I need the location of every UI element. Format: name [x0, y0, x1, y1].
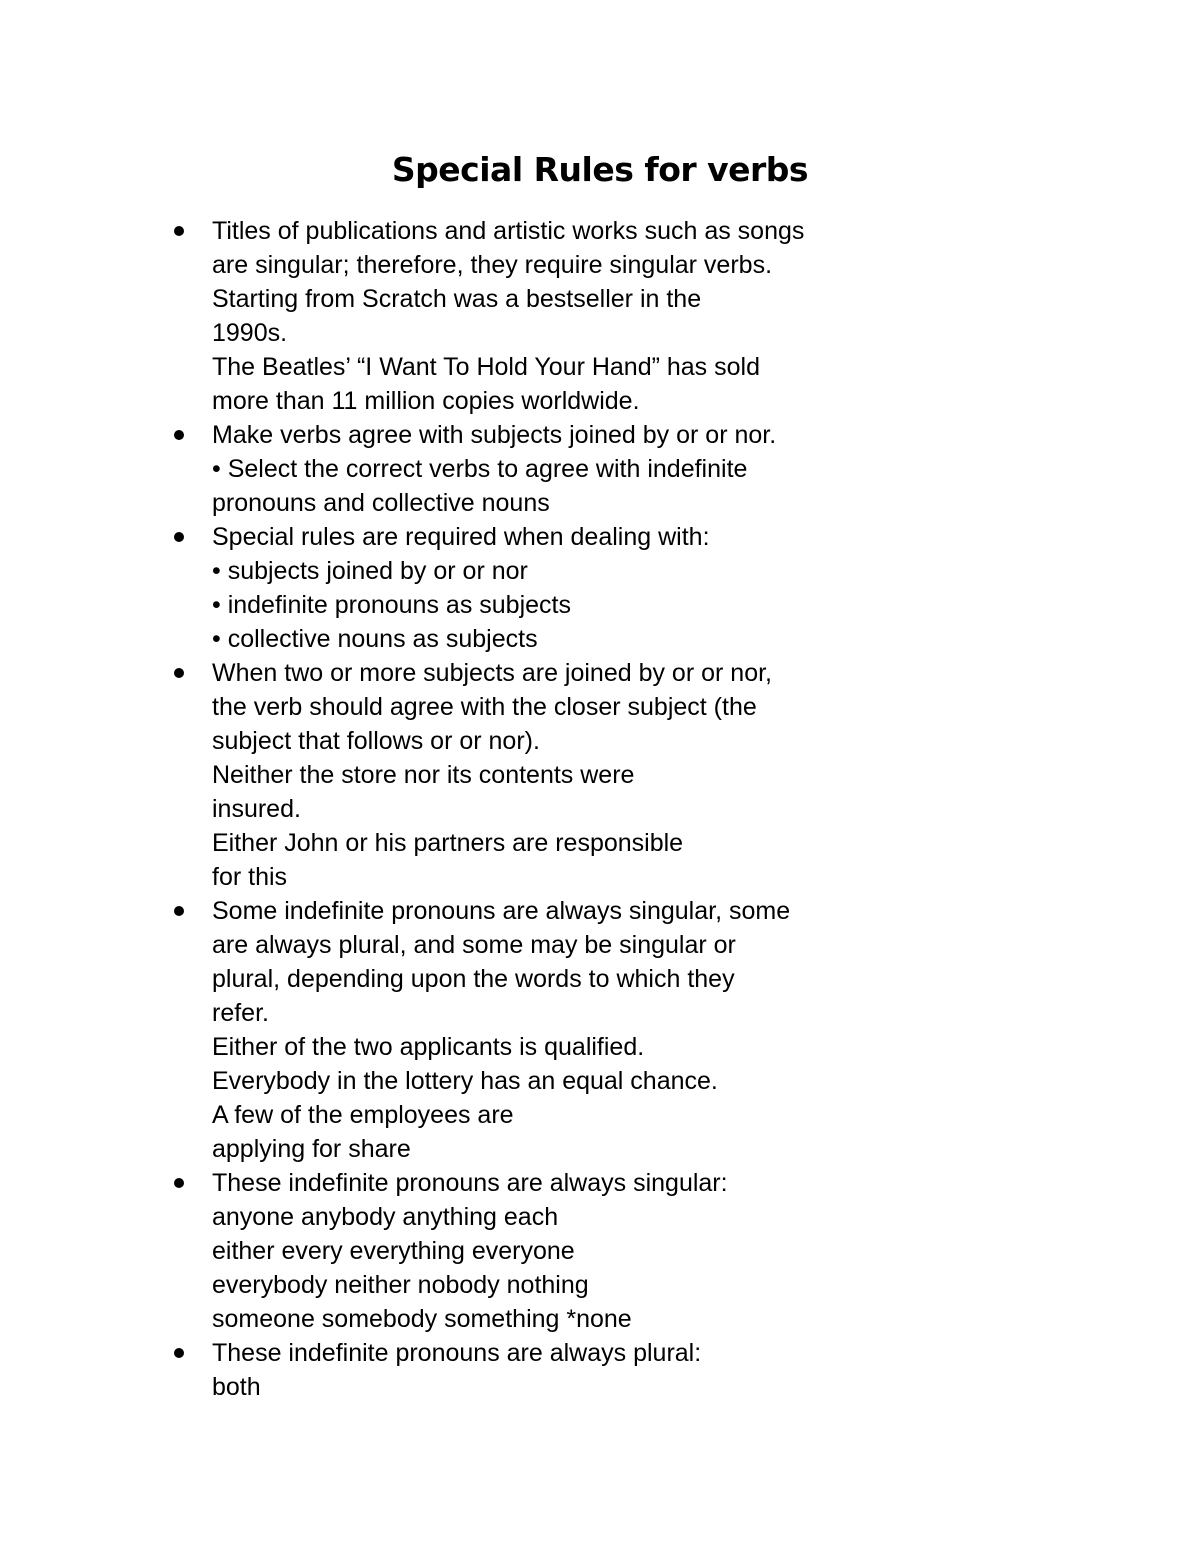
list-item [212, 894, 912, 1166]
bullet-icon [174, 226, 184, 236]
list-item-line: both [212, 1373, 261, 1401]
list-item-line: Titles of publications and artistic works such as songs [212, 217, 805, 245]
list-item-line: These indefinite pronouns are always singular: [212, 1169, 728, 1197]
list-item-line: Either of the two applicants is qualified. [212, 1033, 645, 1061]
bullet-icon [174, 668, 184, 678]
list-item [212, 520, 912, 656]
list-item-line: When two or more subjects are joined by or or nor, [212, 659, 772, 687]
bullet-icon [174, 532, 184, 542]
list-item-line: are singular; therefore, they require singular verbs. [212, 251, 773, 279]
list-item [212, 418, 912, 520]
list-item-line: A few of the employees are [212, 1101, 514, 1129]
list-item-line: more than 11 million copies worldwide. [212, 387, 640, 415]
list-item-line: Either John or his partners are responsible [212, 829, 684, 857]
document-title: Special Rules for verbs [391, 150, 809, 189]
list-item-line: • Select the correct verbs to agree with indefinite [212, 455, 748, 483]
list-item-line: refer. [212, 999, 269, 1027]
list-item-line: • collective nouns as subjects [212, 625, 538, 653]
list-item-line: Everybody in the lottery has an equal chance. [212, 1067, 718, 1095]
list-item-line: insured. [212, 795, 301, 823]
list-item-line: subject that follows or or nor). [212, 727, 540, 755]
list-item-line: everybody neither nobody nothing [212, 1271, 589, 1299]
list-item-line: Some indefinite pronouns are always singular, some [212, 897, 791, 925]
bullet-icon [174, 1348, 184, 1358]
list-item-line: someone somebody something *none [212, 1305, 632, 1333]
list-item-line: plural, depending upon the words to which they [212, 965, 735, 993]
list-item-line: pronouns and collective nouns [212, 489, 550, 517]
list-item-line: Starting from Scratch was a bestseller in the [212, 285, 702, 313]
list-item-line: Neither the store nor its contents were [212, 761, 635, 789]
list-item-line: These indefinite pronouns are always plural: [212, 1339, 702, 1367]
list-item-line: Special rules are required when dealing with: [212, 523, 710, 551]
list-item [212, 1336, 912, 1404]
list-item-line: are always plural, and some may be singular or [212, 931, 736, 959]
bullet-icon [174, 906, 184, 916]
list-item-line: anyone anybody anything each [212, 1203, 559, 1231]
list-item [212, 656, 912, 894]
rules-list [212, 214, 912, 1404]
list-item-line: The Beatles’ “I Want To Hold Your Hand” has sold [212, 353, 760, 381]
bullet-icon [174, 430, 184, 440]
list-item-line: applying for share [212, 1135, 411, 1163]
list-item-line: the verb should agree with the closer subject (the [212, 693, 757, 721]
list-item [212, 214, 912, 418]
list-item [212, 1166, 912, 1336]
bullet-icon [174, 1178, 184, 1188]
list-item-line: for this [212, 863, 288, 891]
list-item-line: either every everything everyone [212, 1237, 575, 1265]
list-item-line: • subjects joined by or or nor [212, 557, 528, 585]
list-item-line: Make verbs agree with subjects joined by or or nor. [212, 421, 777, 449]
list-item-line: 1990s. [212, 319, 288, 347]
list-item-line: • indefinite pronouns as subjects [212, 591, 571, 619]
